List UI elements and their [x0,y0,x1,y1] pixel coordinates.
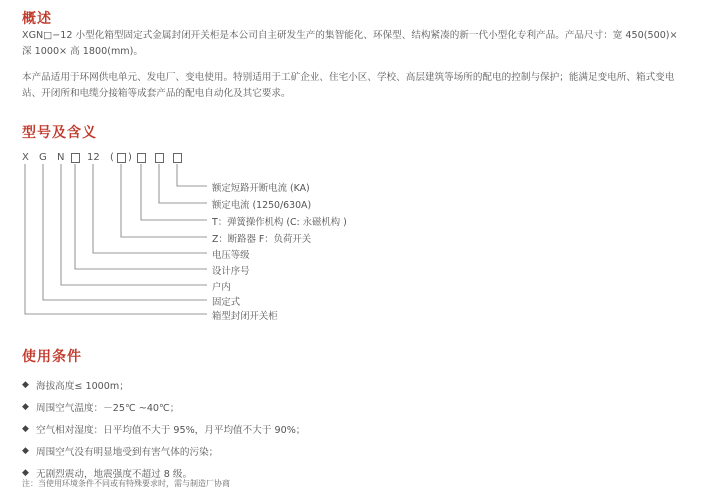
desc-switch-type: Z：断路器 F：负荷开关 [212,234,312,245]
desc-rated-current: 额定电流 (1250/630A) [212,200,312,211]
condition-item-temperature [22,396,712,418]
code-paren-close: ) [128,152,132,163]
diamond-bullet-icon: ◆ [22,424,29,434]
code-letter-n: N [57,152,65,163]
diamond-bullet-icon: ◆ [22,380,29,390]
diamond-bullet-icon: ◆ [22,446,29,456]
overview-paragraph-1 [22,28,712,60]
overview-paragraph-1-line-1: XGN□−12 小型化箱型固定式金属封闭开关柜是本公司自主研发生产的集智能化、环保型、结构紧凑的新一代小型化专利产品。产品尺寸：宽 450(500)× [22,30,678,41]
overview-paragraph-1-line-2: 深 1000× 高 1800(mm)。 [22,46,143,57]
diamond-bullet-icon: ◆ [22,402,29,412]
code-box-breaking-current [173,153,182,163]
conditions-list [22,374,712,484]
overview-paragraph-2-line-2: 站、开闭所和电缆分接箱等成套产品的配电自动化及其它要求。 [22,88,291,99]
code-letter-g: G [39,152,47,163]
code-letter-x: X [22,152,29,163]
desc-breaking-current: 额定短路开断电流 (KA) [212,183,310,194]
model-title: 型号及含义 [22,125,97,141]
overview-paragraph-2-line-1: 本产品适用于环网供电单元、发电厂、变电使用。特别适用于工矿企业、住宅小区、学校、高层建筑等场所的配电的控制与保护；能满足变电所、箱式变电 [22,72,675,83]
condition-item-altitude [22,374,712,396]
desc-indoor: 户内 [212,282,231,293]
code-box-rated-current [155,153,164,163]
condition-text: 周围空气没有明显地受到有害气体的污染； [36,447,219,458]
condition-text: 空气相对湿度：日平均值不大于 95%，月平均值不大于 90%； [36,425,306,436]
model-code-diagram [22,152,422,327]
diamond-bullet-icon: ◆ [22,468,29,478]
desc-voltage-level: 电压等级 [212,250,250,261]
code-box-design-serial [71,153,80,163]
condition-text: 海拔高度≤ 1000m； [36,381,129,392]
condition-item-air-pollution [22,440,712,462]
desc-enclosed-switchgear: 箱型封闭开关柜 [212,311,278,322]
condition-text: 周围空气温度：－25℃ ~40℃； [36,403,180,414]
desc-fixed-type: 固定式 [212,297,241,308]
conditions-note: 注：当使用环境条件不同或有特殊要求时，需与制造厂协商 [22,479,230,488]
code-box-mechanism [137,153,146,163]
desc-mechanism: T：弹簧操作机构 (C: 永磁机构 ) [212,217,347,228]
condition-item-humidity [22,418,712,440]
condition-text: 无剧烈震动，地震强度不超过 8 级。 [36,469,193,480]
code-voltage: 12 [87,152,100,163]
desc-design-serial: 设计序号 [212,266,250,277]
overview-paragraph-2 [22,70,712,102]
overview-title: 概述 [22,11,52,27]
conditions-title: 使用条件 [22,349,82,365]
code-box-switch-type [117,153,126,163]
code-paren-open: ( [110,152,114,163]
